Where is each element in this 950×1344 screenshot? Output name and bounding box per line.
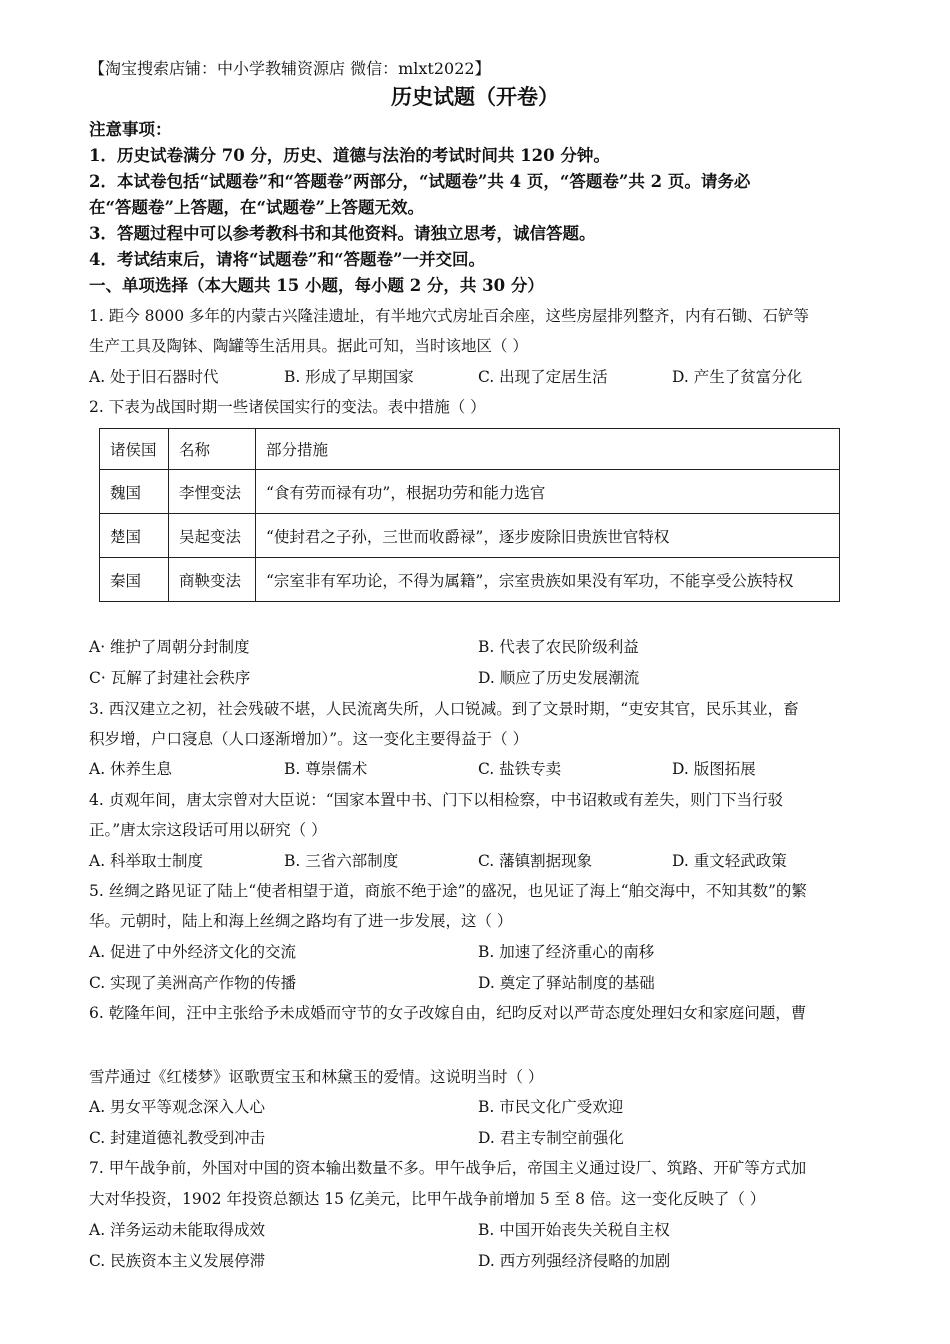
table-header-cell: 诸侯国 bbox=[100, 429, 169, 470]
q6-option-a: A. 男女平等观念深入人心 bbox=[89, 1098, 266, 1116]
q2-option-d: D. 顺应了历史发展潮流 bbox=[478, 669, 640, 687]
question-3-text: 3. 西汉建立之初，社会残破不堪，人民流离失所，人口锐减。到了文景时期，“吏安其官，民乐其业，畜 bbox=[89, 700, 799, 718]
notice-item: 1．历史试卷满分 70 分，历史、道德与法治的考试时间共 120 分钟。 bbox=[89, 146, 610, 165]
q3-option-c: C. 盐铁专卖 bbox=[478, 760, 562, 778]
q6-option-c: C. 封建道德礼教受到冲击 bbox=[89, 1129, 266, 1147]
table-row bbox=[100, 558, 840, 602]
q5-option-d: D. 奠定了驿站制度的基础 bbox=[478, 974, 655, 992]
table-row bbox=[100, 470, 840, 514]
question-6-text: 6. 乾隆年间，汪中主张给予未成婚而守节的女子改嫁自由，纪昀反对以严苛态度处理妇女和家庭问题，曹 bbox=[89, 1004, 807, 1022]
q4-option-d: D. 重文轻武政策 bbox=[672, 852, 787, 870]
q5-option-a: A. 促进了中外经济文化的交流 bbox=[89, 943, 297, 961]
table-row bbox=[100, 514, 840, 558]
q5-option-c: C. 实现了美洲高产作物的传播 bbox=[89, 974, 297, 992]
table-header-row bbox=[100, 429, 840, 470]
q3-option-b: B. 尊崇儒术 bbox=[284, 760, 368, 778]
q5-option-b: B. 加速了经济重心的南移 bbox=[478, 943, 655, 961]
table-cell: 秦国 bbox=[100, 558, 169, 602]
q1-option-a: A. 处于旧石器时代 bbox=[89, 368, 219, 386]
question-4-text: 正。”唐太宗这段话可用以研究（ ） bbox=[89, 821, 327, 839]
q1-option-c: C. 出现了定居生活 bbox=[478, 368, 608, 386]
q7-option-a: A. 洋务运动未能取得成效 bbox=[89, 1221, 266, 1239]
question-6-text: 雪芹通过《红楼梦》讴歌贾宝玉和林黛玉的爱情。这说明当时（ ） bbox=[89, 1068, 544, 1086]
page-title: 历史试题（开卷） bbox=[391, 84, 559, 109]
table-cell: 楚国 bbox=[100, 514, 169, 558]
notice-item: 在“答题卷”上答题，在“试题卷”上答题无效。 bbox=[89, 198, 424, 217]
question-4-text: 4. 贞观年间，唐太宗曾对大臣说：“国家本置中书、门下以相检察，中书诏敕或有差失，则门下当行驳 bbox=[89, 791, 784, 809]
q1-option-d: D. 产生了贫富分化 bbox=[672, 368, 803, 386]
question-7-text: 大对华投资，1902 年投资总额达 15 亿美元，比甲午战争前增加 5 至 8 倍。这一变化反映了（ ） bbox=[89, 1190, 766, 1208]
table-header-cell: 部分措施 bbox=[256, 429, 840, 470]
section-heading: 一、单项选择（本大题共 15 小题，每小题 2 分，共 30 分） bbox=[89, 276, 544, 295]
notice-item: 2．本试卷包括“试题卷”和“答题卷”两部分，“试题卷”共 4 页，“答题卷”共 2 页。请务必 bbox=[89, 172, 751, 191]
question-1-text: 生产工具及陶钵、陶罐等生活用具。据此可知，当时该地区（ ） bbox=[89, 337, 528, 355]
q3-option-d: D. 版图拓展 bbox=[672, 760, 756, 778]
table-cell: “使封君之子孙，三世而收爵禄”，逐步废除旧贵族世官特权 bbox=[256, 514, 840, 558]
notice-item: 4．考试结束后，请将“试题卷”和“答题卷”一并交回。 bbox=[89, 250, 485, 269]
question-5-text: 华。元朝时，陆上和海上丝绸之路均有了进一步发展，这（ ） bbox=[89, 912, 513, 930]
reform-table bbox=[99, 428, 840, 602]
q3-option-a: A. 休养生息 bbox=[89, 760, 173, 778]
q4-option-b: B. 三省六部制度 bbox=[284, 852, 399, 870]
q4-option-c: C. 藩镇割据现象 bbox=[478, 852, 593, 870]
table-cell: “宗室非有军功论，不得为属籍”，宗室贵族如果没有军功，不能享受公族特权 bbox=[256, 558, 840, 602]
table-cell: 商鞅变法 bbox=[169, 558, 256, 602]
header-banner: 【淘宝搜索店铺：中小学教辅资源店 微信：mlxt2022】 bbox=[89, 59, 491, 78]
q7-option-c: C. 民族资本主义发展停滞 bbox=[89, 1252, 266, 1270]
q2-option-c: C· 瓦解了封建社会秩序 bbox=[89, 669, 251, 687]
question-2-text: 2. 下表为战国时期一些诸侯国实行的变法。表中措施（ ） bbox=[89, 398, 486, 416]
notice-item: 3．答题过程中可以参考教科书和其他资料。请独立思考，诚信答题。 bbox=[89, 224, 596, 243]
table-cell: 吴起变法 bbox=[169, 514, 256, 558]
question-5-text: 5. 丝绸之路见证了陆上“使者相望于道，商旅不绝于途”的盛况，也见证了海上“舶交海中，不知其数”的繁 bbox=[89, 882, 807, 900]
question-7-text: 7. 甲午战争前，外国对中国的资本输出数量不多。甲午战争后，帝国主义通过设厂、筑路、开矿等方式加 bbox=[89, 1159, 807, 1177]
q7-option-b: B. 中国开始丧失关税自主权 bbox=[478, 1221, 670, 1239]
q6-option-d: D. 君主专制空前强化 bbox=[478, 1129, 624, 1147]
q7-option-d: D. 西方列强经济侵略的加剧 bbox=[478, 1252, 671, 1270]
question-3-text: 积岁增，户口寖息（人口逐渐增加）”。这一变化主要得益于（ ） bbox=[89, 730, 529, 748]
q6-option-b: B. 市民文化广受欢迎 bbox=[478, 1098, 624, 1116]
table-header-cell: 名称 bbox=[169, 429, 256, 470]
q1-option-b: B. 形成了早期国家 bbox=[284, 368, 414, 386]
table-cell: 魏国 bbox=[100, 470, 169, 514]
question-1-text: 1. 距今 8000 多年的内蒙古兴隆洼遗址，有半地穴式房址百余座，这些房屋排列整齐，内有石锄、石铲等 bbox=[89, 307, 810, 325]
table-cell: “食有劳而禄有功”，根据功劳和能力选官 bbox=[256, 470, 840, 514]
q2-option-a: A· 维护了周朝分封制度 bbox=[89, 638, 250, 656]
notice-heading: 注意事项： bbox=[89, 120, 172, 139]
q2-option-b: B. 代表了农民阶级利益 bbox=[478, 638, 639, 656]
q4-option-a: A. 科举取士制度 bbox=[89, 852, 204, 870]
table-cell: 李悝变法 bbox=[169, 470, 256, 514]
